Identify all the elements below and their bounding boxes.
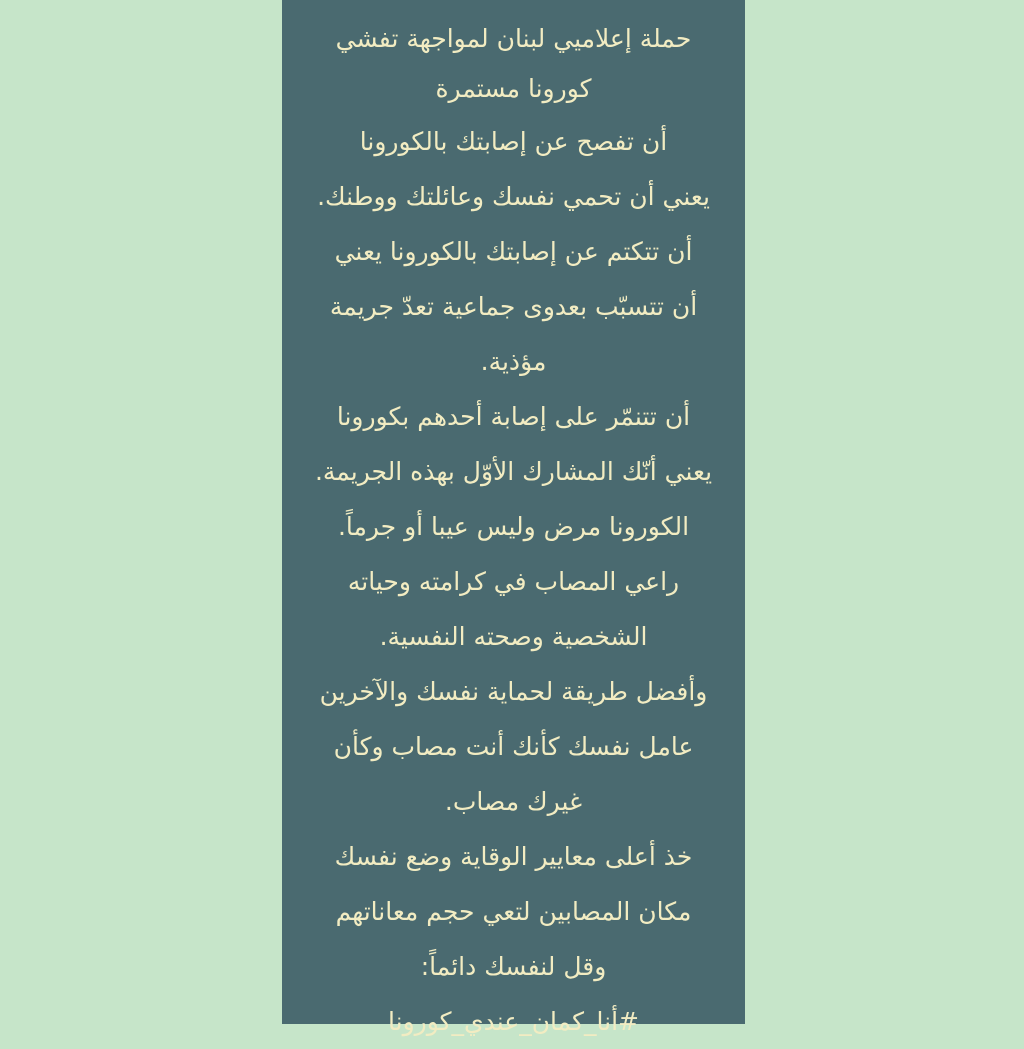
post-line: وقل لنفسك دائماً: — [420, 952, 607, 981]
post-line: غيرك مصاب. — [444, 787, 583, 816]
post-line: مؤذية. — [480, 347, 547, 376]
post-line: أن تتسبّب بعدوى جماعية تعدّ جريمة — [329, 292, 698, 321]
post-line-title-2: كورونا مستمرة — [435, 74, 592, 103]
post-line: وأفضل طريقة لحماية نفسك والآخرين — [319, 677, 708, 706]
hashtag: #أنا_كمان_عندي_كورونا — [388, 1007, 639, 1036]
post-line: مكان المصابين لتعي حجم معاناتهم — [335, 897, 692, 926]
post-line: راعي المصاب في كرامته وحياته — [347, 567, 680, 596]
post-line: أن تتكتم عن إصابتك بالكورونا يعني — [334, 237, 693, 266]
post-line: أن تفصح عن إصابتك بالكورونا — [359, 127, 668, 156]
text-panel — [282, 0, 745, 1036]
post-line: يعني أنّك المشارك الأوّل بهذه الجريمة. — [314, 457, 713, 486]
post-line: عامل نفسك كأنك أنت مصاب وكأن — [333, 732, 694, 761]
post-line: يعني أن تحمي نفسك وعائلتك ووطنك. — [317, 182, 710, 211]
post-line: الكورونا مرض وليس عيبا أو جرماً. — [337, 512, 690, 541]
post-line: أن تتنمّر على إصابة أحدهم بكورونا — [336, 402, 691, 431]
post-line: الشخصية وصحته النفسية. — [379, 622, 648, 651]
post-line-title-1: حملة إعلاميي لبنان لمواجهة تفشي — [335, 24, 692, 53]
post-line: خذ أعلى معايير الوقاية وضع نفسك — [334, 842, 693, 871]
